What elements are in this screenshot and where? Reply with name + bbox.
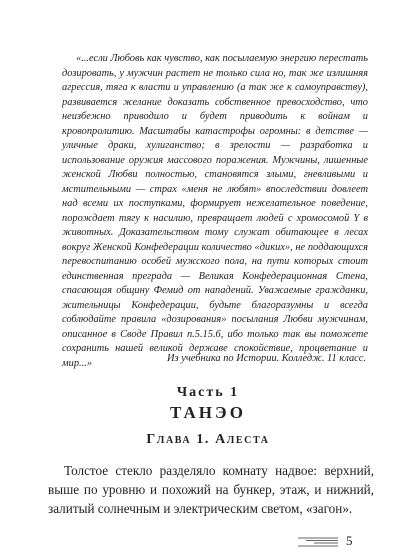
body-paragraph: Толстое стекло разделяло комнату надвое: верхний, выше по уровню и похожий на бункер, этаж, и нижний, залитый солнечным и электрическим светом, «загон». xyxy=(48,463,374,516)
chapter-title: Глава 1. Алеста xyxy=(146,432,270,447)
epigraph-source: Из учебника по Истории. Колледж. 11 класс. xyxy=(167,353,366,364)
footer-ornament-icon xyxy=(298,537,338,547)
epigraph-quote: «...если Любовь как чувство, как посылаемую энергию перестать дозировать, у мужчин растет не только сила но, так же излишняя агрессия, тяга к власти и управлению (а так же к самоуправству), развивается желание доказать собственное превосходство, что неизбежно приводило и будет приводить к войнам и кровопролитию. Масштабы катастрофы огромны: в детстве — уличные драки, хулиганство; в зрелости — разработка и использование оружия массового поражения. Мужчины, лишенные женской Любви полностью, становятся злыми, гневливыми и мстительными — страх «меня не любят» впоследствии довлеет над всеми их поступками, формирует нежелательное поведение, порождает тягу к насилию, превращает людей с хромосомой Y в животных. Доказательством тому служат обитающее в лесах вокруг Женской Конфедерации количество «диких», не поддающихся перевоспитанию особей мужского пола, на пути которых стоит единственная преграда — Великая Конфедерационная Стена, спасающая общину Фемид от нападений. Уважаемые гражданки, жительницы Конфедерации, будьте благоразумны и всегда соблюдайте правила «дозирования» посылания Любви мужчинам, описанное в Своде Правил п.5.15.6, ибо только так вы поможете сохранить нашей великой державе спокойствие, процветание и мир...» xyxy=(62,53,368,369)
page-number: 5 xyxy=(346,533,353,548)
part-label: Часть 1 xyxy=(176,385,240,400)
part-title: ТАНЭО xyxy=(170,403,246,422)
